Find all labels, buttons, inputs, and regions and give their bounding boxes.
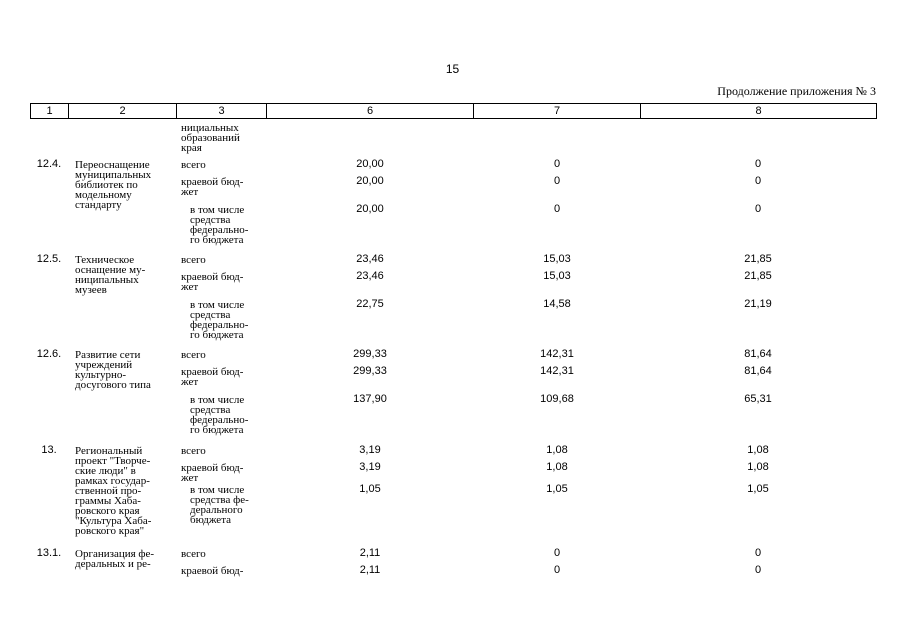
row-number: 12.5. xyxy=(36,253,62,265)
value-col-8: 0 xyxy=(754,203,762,215)
row-name: Развитие сети учреждений культурно- досугового типа xyxy=(75,349,151,391)
value-col-7: 0 xyxy=(553,564,561,576)
row-number: 12.6. xyxy=(36,348,62,360)
row-number: 13. xyxy=(41,444,57,456)
value-col-6: 23,46 xyxy=(356,270,384,282)
row-number: 12.4. xyxy=(36,158,62,170)
value-col-6: 2,11 xyxy=(359,564,381,576)
row-name: Региональный проект "Творче- ские люди" в рамках государ- ственной про- граммы Хаба- ровского края "Культура Хаба- ровского края" xyxy=(75,445,152,537)
value-col-6: 20,00 xyxy=(356,158,384,170)
value-col-7: 109,68 xyxy=(540,393,574,405)
value-col-7: 0 xyxy=(553,158,561,170)
line-label: всего xyxy=(181,349,206,361)
header-col-8: 8 xyxy=(640,103,877,119)
value-col-8: 1,08 xyxy=(747,461,769,473)
line-label: в том числе средства федерально- го бюджета xyxy=(190,394,249,436)
header-col-3: 3 xyxy=(176,103,267,119)
line-label: всего xyxy=(181,159,206,171)
value-col-6: 2,11 xyxy=(359,547,381,559)
header-col-7: 7 xyxy=(473,103,641,119)
value-col-6: 3,19 xyxy=(359,461,381,473)
value-col-8: 0 xyxy=(754,158,762,170)
line-label: всего xyxy=(181,548,206,560)
value-col-6: 299,33 xyxy=(353,348,387,360)
value-col-7: 142,31 xyxy=(540,365,574,377)
line-label: краевой бюд- жет xyxy=(181,462,244,484)
value-col-8: 81,64 xyxy=(744,348,772,360)
value-col-7: 142,31 xyxy=(540,348,574,360)
value-col-6: 22,75 xyxy=(356,298,384,310)
value-col-8: 65,31 xyxy=(744,393,772,405)
value-col-8: 1,05 xyxy=(747,483,769,495)
value-col-7: 0 xyxy=(553,175,561,187)
line-label: всего xyxy=(181,445,206,457)
value-col-7: 0 xyxy=(553,547,561,559)
value-col-7: 15,03 xyxy=(543,270,571,282)
table-header xyxy=(30,103,877,120)
line-label: всего xyxy=(181,254,206,266)
value-col-6: 137,90 xyxy=(353,393,387,405)
line-label: в том числе средства федерально- го бюджета xyxy=(190,299,249,341)
value-col-8: 1,08 xyxy=(747,444,769,456)
value-col-6: 3,19 xyxy=(359,444,381,456)
value-col-7: 1,08 xyxy=(546,461,568,473)
continuation-text: нициальных образований края xyxy=(181,122,240,154)
value-col-6: 20,00 xyxy=(356,203,384,215)
value-col-8: 0 xyxy=(754,175,762,187)
value-col-6: 23,46 xyxy=(356,253,384,265)
value-col-8: 21,85 xyxy=(744,270,772,282)
value-col-8: 21,19 xyxy=(744,298,772,310)
header-col-2: 2 xyxy=(68,103,177,119)
value-col-6: 299,33 xyxy=(353,365,387,377)
line-label: краевой бюд- жет xyxy=(181,176,244,198)
header-col-6: 6 xyxy=(266,103,474,119)
appendix-title: Продолжение приложения № 3 xyxy=(717,84,876,98)
line-label: краевой бюд- xyxy=(181,565,244,577)
value-col-8: 21,85 xyxy=(744,253,772,265)
row-name: Техническое оснащение му- ниципальных музеев xyxy=(75,254,146,296)
header-col-1: 1 xyxy=(30,103,69,119)
value-col-8: 0 xyxy=(754,564,762,576)
row-name: Переоснащение муниципальных библиотек по модельному стандарту xyxy=(75,159,152,211)
value-col-6: 1,05 xyxy=(359,483,381,495)
row-name: Организация фе- деральных и ре- xyxy=(75,548,155,570)
line-label: в том числе средства фе- дерального бюджета xyxy=(190,484,249,526)
value-col-8: 0 xyxy=(754,547,762,559)
line-label: в том числе средства федерально- го бюджета xyxy=(190,204,249,246)
value-col-7: 1,05 xyxy=(546,483,568,495)
value-col-7: 0 xyxy=(553,203,561,215)
value-col-7: 14,58 xyxy=(543,298,571,310)
row-number: 13.1. xyxy=(36,547,62,559)
value-col-6: 20,00 xyxy=(356,175,384,187)
value-col-7: 15,03 xyxy=(543,253,571,265)
value-col-8: 81,64 xyxy=(744,365,772,377)
value-col-7: 1,08 xyxy=(546,444,568,456)
line-label: краевой бюд- жет xyxy=(181,366,244,388)
page-number: 15 xyxy=(445,62,460,76)
line-label: краевой бюд- жет xyxy=(181,271,244,293)
